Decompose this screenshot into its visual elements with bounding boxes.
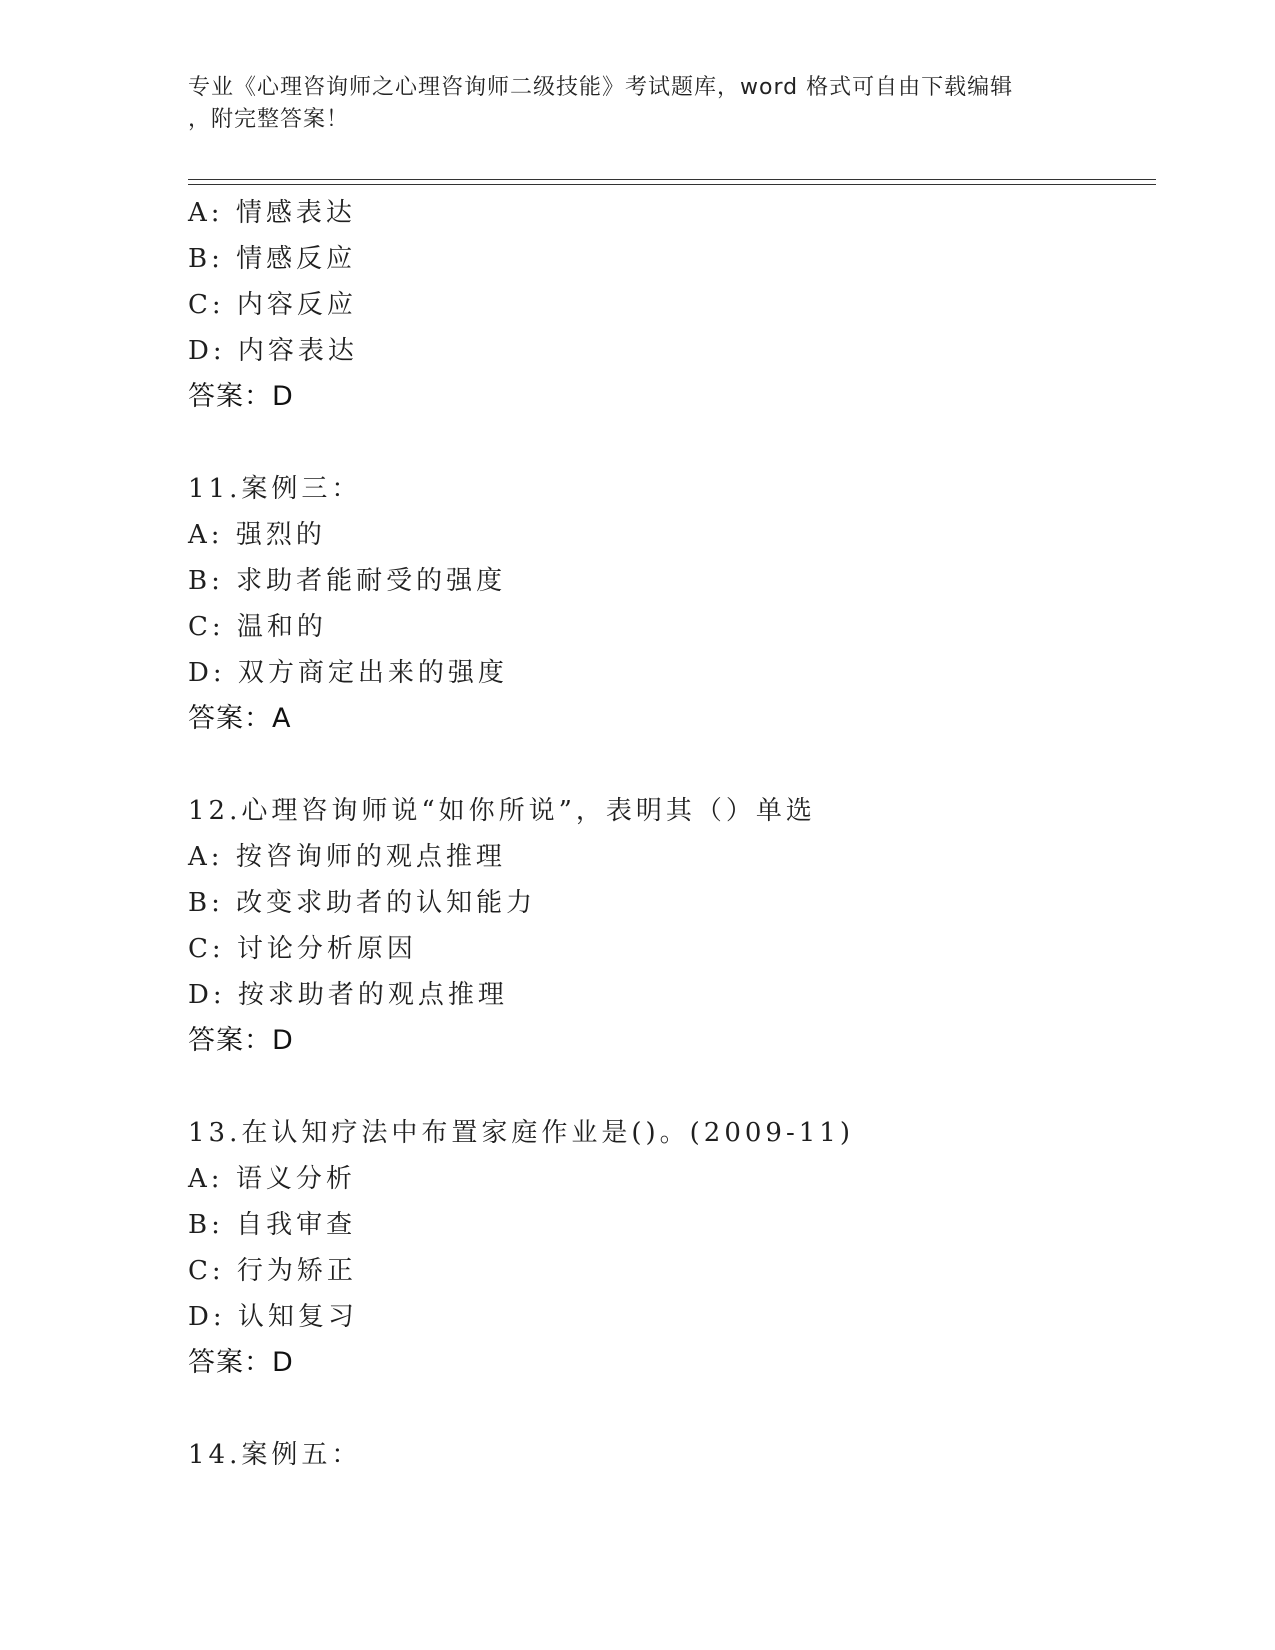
header-divider-top: [188, 179, 1156, 180]
option-b: [188, 236, 1138, 282]
option-label: B:: [188, 566, 224, 596]
option-label: D:: [188, 658, 226, 688]
option-label: D:: [188, 1302, 226, 1332]
question-list: [188, 190, 1138, 1478]
option-a: [188, 512, 1138, 558]
option-text: 语义分析: [235, 1164, 356, 1194]
header-divider-bottom: [188, 184, 1156, 185]
question-stem: 11.案例三：: [188, 474, 362, 504]
question-block: [188, 466, 1138, 742]
option-label: A:: [188, 1164, 224, 1194]
option-text: 强烈的: [235, 520, 326, 550]
option-label: A:: [188, 520, 224, 550]
option-b: [188, 1202, 1138, 1248]
option-label: B:: [188, 1210, 224, 1240]
option-c: [188, 1248, 1138, 1294]
option-d: [188, 328, 1138, 374]
option-a: [188, 1156, 1138, 1202]
option-d: [188, 1294, 1138, 1340]
option-text: 求助者能耐受的强度: [236, 566, 507, 596]
option-label: A:: [188, 842, 224, 872]
question-stem: 14.案例五：: [188, 1440, 362, 1470]
question-block: [188, 190, 1138, 420]
answer-line: 答案：D: [188, 381, 294, 412]
option-label: C:: [188, 934, 225, 964]
option-label: C:: [188, 290, 225, 320]
header-title-line: 专业《心理咨询师之心理咨询师二级技能》考试题库，word 格式可自由下载编辑: [188, 75, 1014, 100]
question-block: [188, 788, 1138, 1064]
option-text: 讨论分析原因: [236, 934, 417, 964]
option-b: [188, 880, 1138, 926]
answer-line: 答案：D: [188, 1347, 294, 1378]
option-label: A:: [188, 198, 224, 228]
option-text: 按求助者的观点推理: [237, 980, 508, 1010]
question-stem: 13.在认知疗法中布置家庭作业是()。(2009-11): [188, 1118, 854, 1148]
option-text: 内容表达: [237, 336, 358, 366]
header-subtitle-line: ，附完整答案！: [188, 107, 350, 132]
block-spacer: [188, 1064, 1138, 1110]
question-stem: 12.心理咨询师说“如你所说”，表明其（）单选: [188, 796, 816, 826]
block-spacer: [188, 742, 1138, 788]
option-c: [188, 282, 1138, 328]
option-label: D:: [188, 980, 226, 1010]
option-d: [188, 650, 1138, 696]
option-a: [188, 190, 1138, 236]
option-text: 改变求助者的认知能力: [236, 888, 537, 918]
block-spacer: [188, 420, 1138, 466]
option-text: 行为矫正: [236, 1256, 357, 1286]
option-c: [188, 604, 1138, 650]
option-text: 按咨询师的观点推理: [235, 842, 506, 872]
option-text: 认知复习: [237, 1302, 358, 1332]
option-label: B:: [188, 888, 224, 918]
option-text: 情感反应: [236, 244, 357, 274]
option-c: [188, 926, 1138, 972]
document-header: [188, 72, 1088, 136]
option-label: C:: [188, 612, 225, 642]
option-label: C:: [188, 1256, 225, 1286]
block-spacer: [188, 1386, 1138, 1432]
option-text: 温和的: [236, 612, 327, 642]
option-label: B:: [188, 244, 224, 274]
question-block: [188, 1432, 1138, 1478]
option-b: [188, 558, 1138, 604]
question-block: [188, 1110, 1138, 1386]
option-text: 内容反应: [236, 290, 357, 320]
option-d: [188, 972, 1138, 1018]
answer-line: 答案：A: [188, 703, 292, 734]
answer-line: 答案：D: [188, 1025, 294, 1056]
option-text: 双方商定出来的强度: [237, 658, 508, 688]
option-label: D:: [188, 336, 226, 366]
option-a: [188, 834, 1138, 880]
option-text: 情感表达: [235, 198, 356, 228]
option-text: 自我审查: [236, 1210, 357, 1240]
